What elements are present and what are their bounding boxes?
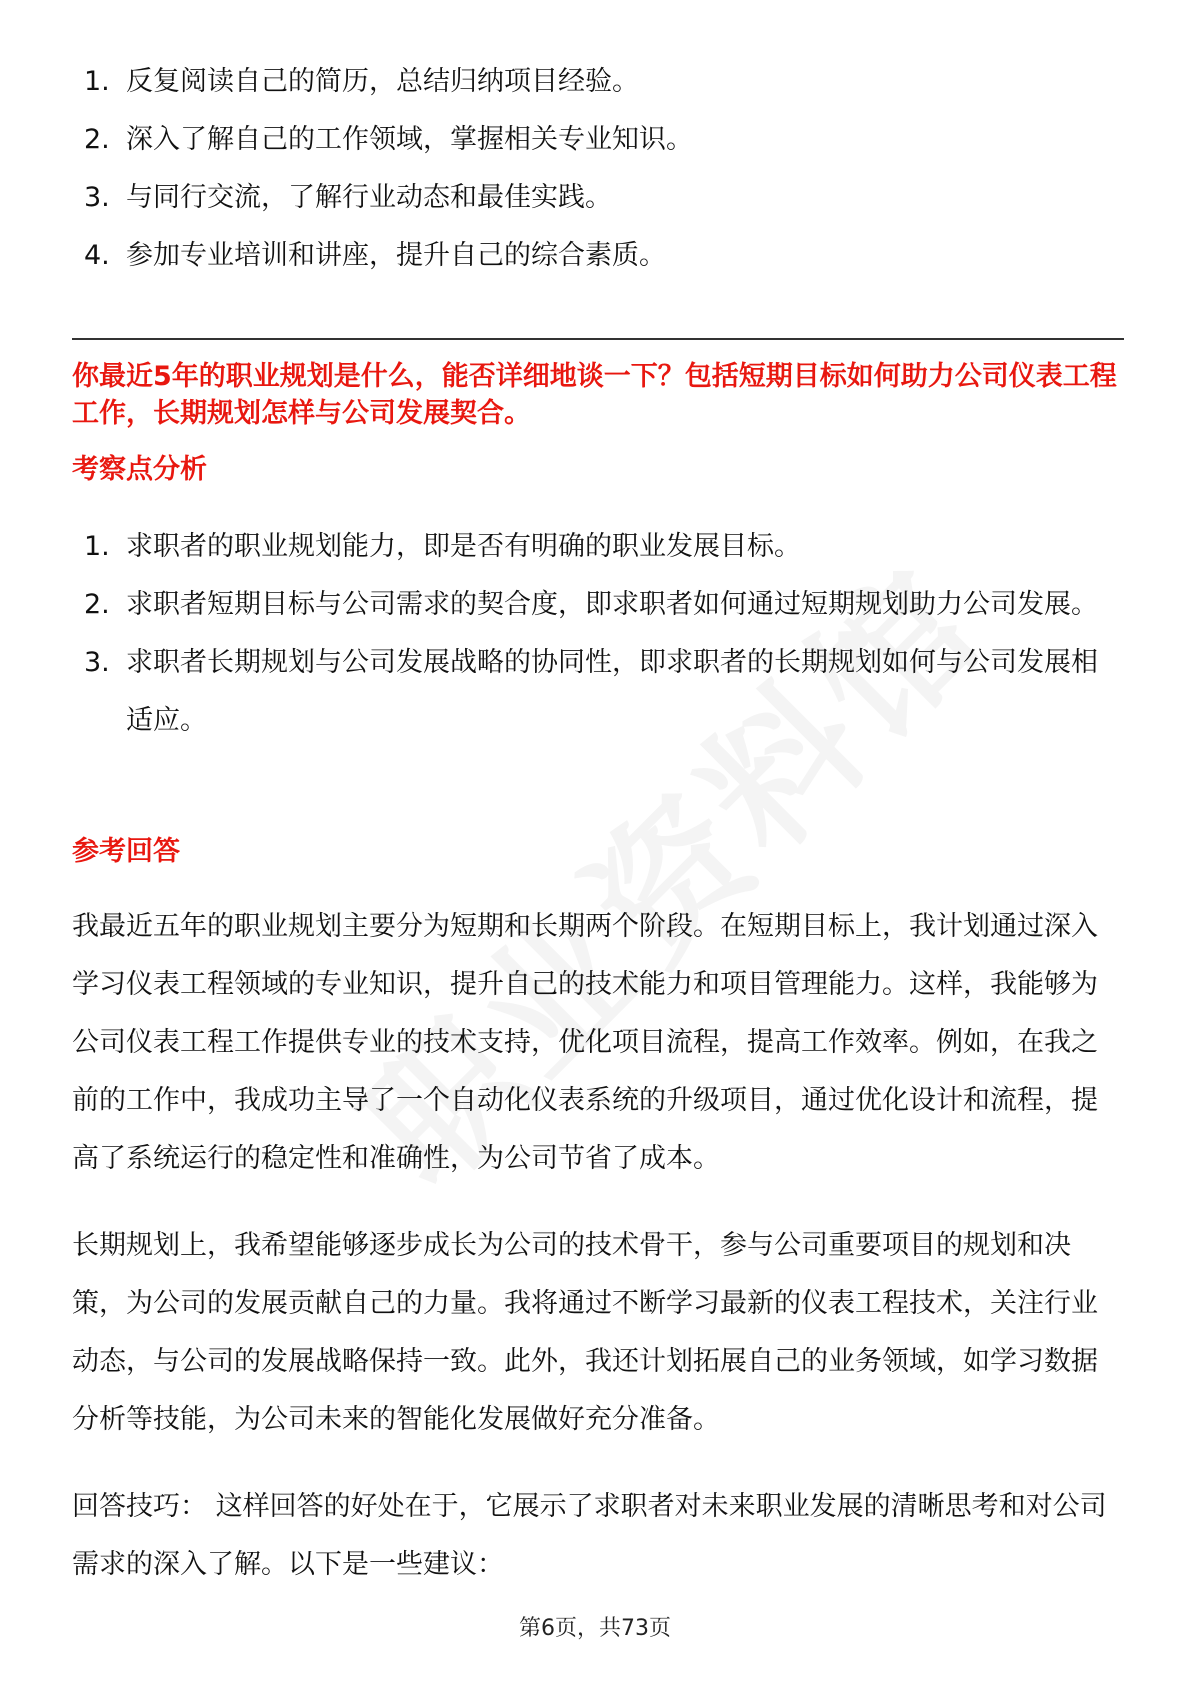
- list-number: 3.: [84, 182, 110, 213]
- section-divider: [72, 338, 1124, 340]
- list-item: [82, 576, 1122, 634]
- list-text: 深入了解自己的工作领域，掌握相关专业知识。: [126, 124, 693, 155]
- list-item: [82, 169, 1122, 227]
- list-number: 2.: [84, 124, 110, 155]
- list-text: 求职者的职业规划能力，即是否有明确的职业发展目标。: [126, 531, 801, 562]
- list-item: [82, 111, 1122, 169]
- analysis-list: [82, 518, 1122, 750]
- analysis-heading: 考察点分析: [72, 454, 207, 485]
- page-number: 第6页，共73页: [519, 1616, 671, 1641]
- interview-question: 你最近5年的职业规划是什么，能否详细地谈一下？包括短期目标如何助力公司仪表工程工作，长期规划怎样与公司发展契合。: [72, 361, 1117, 429]
- list-number: 1.: [84, 531, 110, 562]
- list-item: [82, 53, 1122, 111]
- list-item: [82, 634, 1122, 750]
- list-text: 求职者短期目标与公司需求的契合度，即求职者如何通过短期规划助力公司发展。: [126, 589, 1098, 620]
- list-item: [82, 518, 1122, 576]
- answer-paragraph: 长期规划上，我希望能够逐步成长为公司的技术骨干，参与公司重要项目的规划和决策，为公司的发展贡献自己的力量。我将通过不断学习最新的仪表工程技术，关注行业动态，与公司的发展战略保持一致。此外，我还计划拓展自己的业务领域，如学习数据分析等技能，为公司未来的智能化发展做好充分准备。: [72, 1230, 1098, 1435]
- list-number: 2.: [84, 589, 110, 620]
- list-text: 求职者长期规划与公司发展战略的协同性，即求职者的长期规划如何与公司发展相适应。: [126, 647, 1098, 736]
- list-number: 1.: [84, 66, 110, 97]
- list-number: 4.: [84, 240, 110, 271]
- list-text: 参加专业培训和讲座，提升自己的综合素质。: [126, 240, 666, 271]
- list-text: 与同行交流，了解行业动态和最佳实践。: [126, 182, 612, 213]
- answer-paragraph: 我最近五年的职业规划主要分为短期和长期两个阶段。在短期目标上，我计划通过深入学习仪表工程领域的专业知识，提升自己的技术能力和项目管理能力。这样，我能够为公司仪表工程工作提供专业的技术支持，优化项目流程，提高工作效率。例如，在我之前的工作中，我成功主导了一个自动化仪表系统的升级项目，通过优化设计和流程，提高了系统运行的稳定性和准确性，为公司节省了成本。: [72, 911, 1098, 1174]
- list-text: 反复阅读自己的简历，总结归纳项目经验。: [126, 66, 639, 97]
- preparation-list: [82, 53, 1122, 285]
- answer-tips-paragraph: 回答技巧： 这样回答的好处在于，它展示了求职者对未来职业发展的清晰思考和对公司需求的深入了解。以下是一些建议：: [72, 1491, 1107, 1580]
- list-number: 3.: [84, 647, 110, 678]
- list-item: [82, 227, 1122, 285]
- answer-heading: 参考回答: [72, 836, 180, 867]
